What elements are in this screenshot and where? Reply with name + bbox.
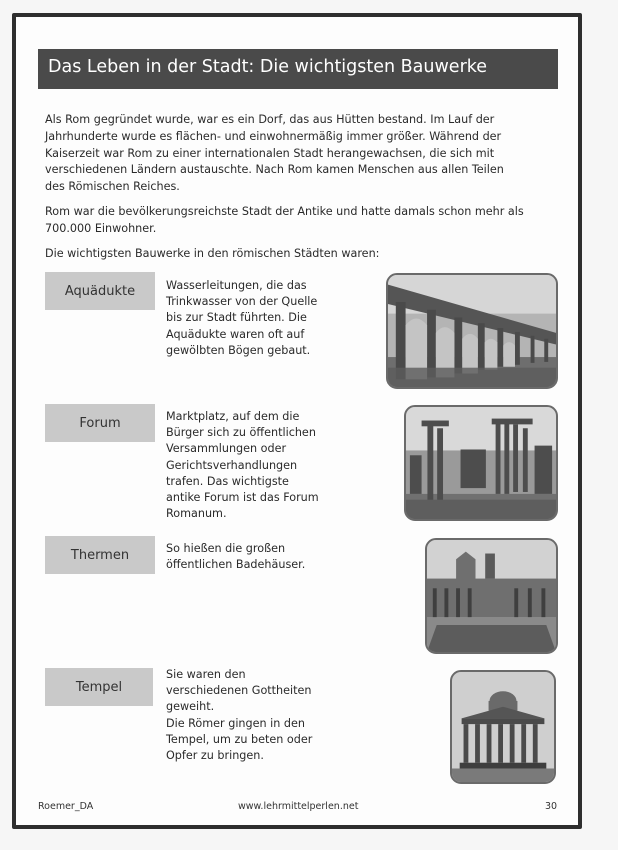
label-tempel: Tempel [45, 668, 153, 706]
desc-line: Die Römer gingen in den [166, 716, 305, 730]
desc-line: Versammlungen oder [166, 442, 287, 456]
page-title: Das Leben in der Stadt: Die wichtigsten Bauwerke [38, 49, 558, 89]
intro-paragraph-3: Die wichtigsten Bauwerke in den römischen Städten waren: [45, 246, 380, 260]
desc-line: trafen. Das wichtigste [166, 474, 289, 488]
desc-line: Marktplatz, auf dem die [166, 410, 300, 423]
desc-line: Trinkwasser von der Quelle [166, 295, 318, 309]
intro-paragraph-2: Rom war die bevölkerungsreichste Stadt der Antike und hatte damals schon mehr als 700.000 Einwohner. [45, 204, 524, 235]
aqueduct-photo [386, 273, 558, 389]
desc-line: bis zur Stadt führten. Die [166, 311, 307, 325]
footer-series-code: Roemer_DA [38, 801, 94, 812]
desc-line: antike Forum ist das Forum [166, 491, 319, 505]
desc-tempel [166, 667, 336, 764]
desc-line: gewölbten Bögen gebaut. [166, 343, 311, 357]
desc-line: geweiht. [166, 700, 215, 714]
desc-line: Gerichtsverhandlungen [166, 458, 298, 472]
desc-line: Opfer zu bringen. [166, 749, 264, 763]
label-thermen: Thermen [45, 536, 155, 574]
desc-aquaedukte [166, 278, 336, 359]
pantheon-photo [450, 670, 556, 784]
page-number: 30 [545, 801, 558, 812]
desc-line: So hießen die großen [166, 542, 286, 555]
intro-text [45, 112, 525, 270]
desc-line: Wasserleitungen, die das [166, 279, 307, 292]
desc-forum [166, 409, 336, 522]
footer-website: www.lehrmittelperlen.net [238, 801, 359, 812]
desc-line: Sie waren den [166, 668, 246, 681]
forum-ruins-photo [404, 405, 558, 521]
desc-line: öffentlichen Badehäuser. [166, 558, 306, 572]
desc-line: Bürger sich zu öffentlichen [166, 426, 316, 440]
desc-line: Tempel, um zu beten oder [166, 732, 313, 746]
label-aquaedukte: Aquädukte [45, 272, 155, 310]
desc-thermen [166, 541, 336, 573]
intro-paragraph-1: Als Rom gegründet wurde, war es ein Dorf, das aus Hütten bestand. Im Lauf der Jahrhunderte wurde es flächen- und einwohnermäßig immer größer. Während der Kaiserzeit war Rom zu einer internationalen Stadt herangewachsen, die sich mit verschiedenen Ländern austauschte. Nach Rom kamen Menschen aus allen Teilen des Römischen Reiches. [45, 113, 504, 194]
label-forum: Forum [45, 404, 155, 442]
desc-line: verschiedenen Gottheiten [166, 684, 312, 698]
roman-baths-photo [425, 538, 558, 654]
desc-line: Romanum. [166, 507, 227, 521]
desc-line: Aquädukte waren oft auf [166, 327, 305, 341]
